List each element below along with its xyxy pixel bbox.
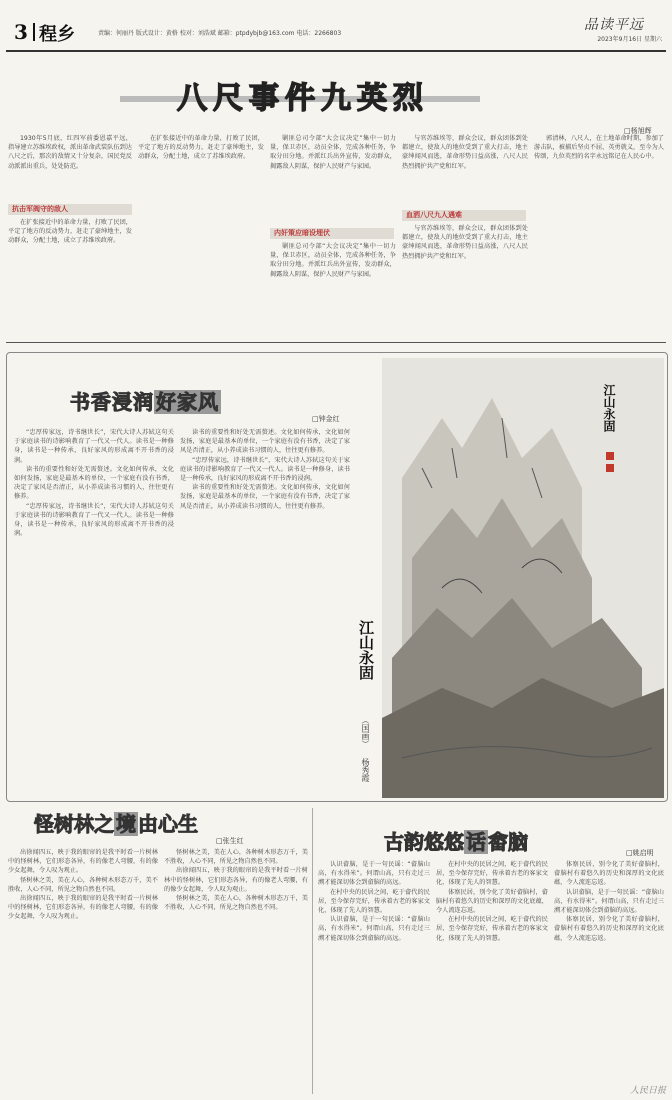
section-name: 程乡 <box>39 24 75 45</box>
article1-col4: 与官苏维埃等，群众会议，群众团体到处都建立，使敌人的地位受到了重大打击，地主豪绅闻风而逃，革命形势日益高涨，八尺人民热烈拥护共产党和红军。 <box>402 135 528 170</box>
page-number-divider <box>33 23 35 41</box>
page-number: 3 <box>14 20 28 44</box>
article1-title: 八尺事件九英烈 <box>177 81 429 116</box>
article1-headline-block <box>120 78 480 120</box>
article3-col2: 怪树林之美，美在人心，各种树木形态万千，美不胜收，人心不同，所见之物自然也不同。 出徐闻四五，映于我的眼帘的是我平时看一片树林中的怪树林，它们形态各异，有的像老人弯腰，有的像少女起舞，令人叹为观止。 怪树林之美，美在人心，各种树木形态万千，美不胜收，人心不同，所见之物自然也不同。 <box>164 849 308 912</box>
article1-col2: 在扩张接近中的革命力量，打败了民团，平定了地方的反动势力，赶走了豪绅地主，发动群众，分配土地，成立了苏维埃政府。 <box>138 135 264 161</box>
painting-title: 江山永固 <box>357 620 375 680</box>
article1-col3: 剿匪总司令部“大会议决定”集中一切力量，保卫赤区，动员全体，完成各种任务，争取分田分地。并派红兵出外宣传，发动群众，揭露敌人阴谋，保护人民财产与家园。 <box>270 135 396 170</box>
article3-title: 怪树林之 境 由心生 <box>34 812 198 836</box>
article4-title: 古韵悠悠 话 畲脑 <box>384 830 528 854</box>
column-brand: 品读平远 <box>584 17 644 33</box>
column-divider <box>312 808 313 1094</box>
article1-col3b: 剿匪总司令部“大会议决定”集中一切力量，保卫赤区，动员全体，完成各种任务，争取分田分地。并派红兵出外宣传，发动群众，揭露敌人阴谋，保护人民财产与家园。 <box>270 243 396 278</box>
article2-col2: 读书的重要性和好处无需赘述。文化如何传承，文化如何发扬，家庭是最基本的单位，一个家庭有没有书香，决定了家风是否清正，从小养成读书习惯的人，往往更有修养。 “忠厚传家远，诗书继世长”，宋代大诗人苏轼这句关于家庭读书的诗影响教育了一代又一代人。读书是一种修身，读书是一种传承，良好家风的形成离不开书香的浸润。 读书的重要性和好处无需赘述。文化如何传承，文化如何发扬，家庭是最基本的单位，一个家庭有没有书香，决定了家风是否清正，从小养成读书习惯的人，往往更有修养。 <box>180 429 350 510</box>
article4-col1: 认识畲脑，是于一句民谣：“畲脑山高，有水得米”。何谓山高，只有走过三溯才能深切体会到畲脑的高远。 在村中央的民居之间，屹于畲代的民居，至今保存完好，传承着古老的客家文化，体现了先人的智慧。 认识畲脑，是于一句民谣：“畲脑山高，有水得米”。何谓山高，只有走过三溯才能深切体会到畲脑的高远。 <box>318 861 430 942</box>
header-rule <box>6 50 666 52</box>
article1-col5: 郭清林，八尺人，在土地革命时期，参加了游击队，被捕后坚贞不屈，英勇就义，至今为人传颂，九位英烈的名字永远铭记在人民心中。 <box>534 135 664 161</box>
landscape-painting <box>382 358 664 798</box>
painting-seal-1 <box>606 452 614 460</box>
page-header <box>6 6 666 50</box>
article1-col1: 1930年5月底，红四军前委恩嘉平远，指导建立苏维埃政权，派出革命武装队伍到达八尺之后，那次的敌情又十分复杂，国民党反动派派出重兵，处处防范。 <box>8 135 132 170</box>
article2-col1: “忠厚传家远，诗书继世长”，宋代大诗人苏轼这句关于家庭读书的诗影响教育了一代又一代人。读书是一种修身，读书是一种传承，良好家风的形成离不开书香的浸润。 读书的重要性和好处无需赘述。文化如何传承，文化如何发扬，家庭是最基本的单位，一个家庭有没有书香，决定了家风是否清正，从小养成读书习惯的人，往往更有修养。 “忠厚传家远，诗书继世长”，宋代大诗人苏轼这句关于家庭读书的诗影响教育了一代又一代人。读书是一种修身，读书是一种传承，良好家风的形成离不开书香的浸润。 <box>14 429 174 538</box>
painting-seal-2 <box>606 464 614 472</box>
painting-artwork <box>382 358 664 798</box>
article1-subhead1: 抗击军阀守的敌人 <box>8 204 132 215</box>
article1-subhead3: 血洒八尺九人遇难 <box>402 210 526 221</box>
article1-col4b: 与官苏维埃等，群众会议，群众团体到处都建立，使敌人的地位受到了重大打击，地主豪绅闻风而逃，革命形势日益高涨，八尺人民热烈拥护共产党和红军。 <box>402 225 528 260</box>
article3-byline: □张生红 <box>216 837 244 845</box>
article3-col1: 出徐闻四五，映于我的眼帘的是我平时看一片树林中的怪树林，它们形态各异，有的像老人弯腰，有的像少女起舞，令人叹为观止。 怪树林之美，美在人心，各种树木形态万千，美不胜收，人心不同，所见之物自然也不同。 出徐闻四五，映于我的眼帘的是我平时看一片树林中的怪树林，它们形态各异，有的像老人弯腰，有的像少女起舞，令人叹为观止。 <box>8 849 158 921</box>
section-divider-1 <box>6 342 666 343</box>
article4-col3: 体察民居，别令化了美好畲脑村，畲脑村有着悠久的历史和深厚的文化底蕴，令人流连忘返。 认识畲脑，是于一句民谣：“畲脑山高，有水得米”。何谓山高，只有走过三溯才能深切体会到畲脑的高远。 体察民居，别令化了美好畲脑村，畲脑村有着悠久的历史和深厚的文化底蕴，令人流连忘返。 <box>554 861 664 942</box>
painting-author: 杨秀霞 <box>361 758 370 782</box>
painting-calligraphy: 江山永固 <box>602 384 616 432</box>
editor-credits: 责编：何丽丹 版式设计：黄格 校对：刘浩斌 邮箱：ptpdybjb@163.com 电话：2266803 <box>98 30 342 37</box>
article4-byline: □姚启明 <box>626 849 654 857</box>
article1-subhead2: 内奸策应暗设埋伏 <box>270 228 394 239</box>
publication-date: 2023年9月16日 星期六 <box>597 36 662 43</box>
article2-title: 书香浸润 好家风 <box>70 390 219 414</box>
watermark: 人民日报 <box>629 1086 666 1096</box>
article1-col1b: 在扩张接近中的革命力量，打败了民团，平定了地方的反动势力，赶走了豪绅地主，发动群众，分配土地，成立了苏维埃政府。 <box>8 219 132 245</box>
article4-col2: 在村中央的民居之间，屹于畲代的民居，至今保存完好，传承着古老的客家文化，体现了先人的智慧。 体察民居，别令化了美好畲脑村，畲脑村有着悠久的历史和深厚的文化底蕴，令人流连忘返。 在村中央的民居之间，屹于畲代的民居，至今保存完好，传承着古老的客家文化，体现了先人的智慧。 <box>436 861 548 942</box>
painting-medium: （国画） <box>361 716 370 748</box>
article1-byline: □杨旭辉 <box>624 127 652 135</box>
article2-byline: □钟金红 <box>312 415 340 423</box>
